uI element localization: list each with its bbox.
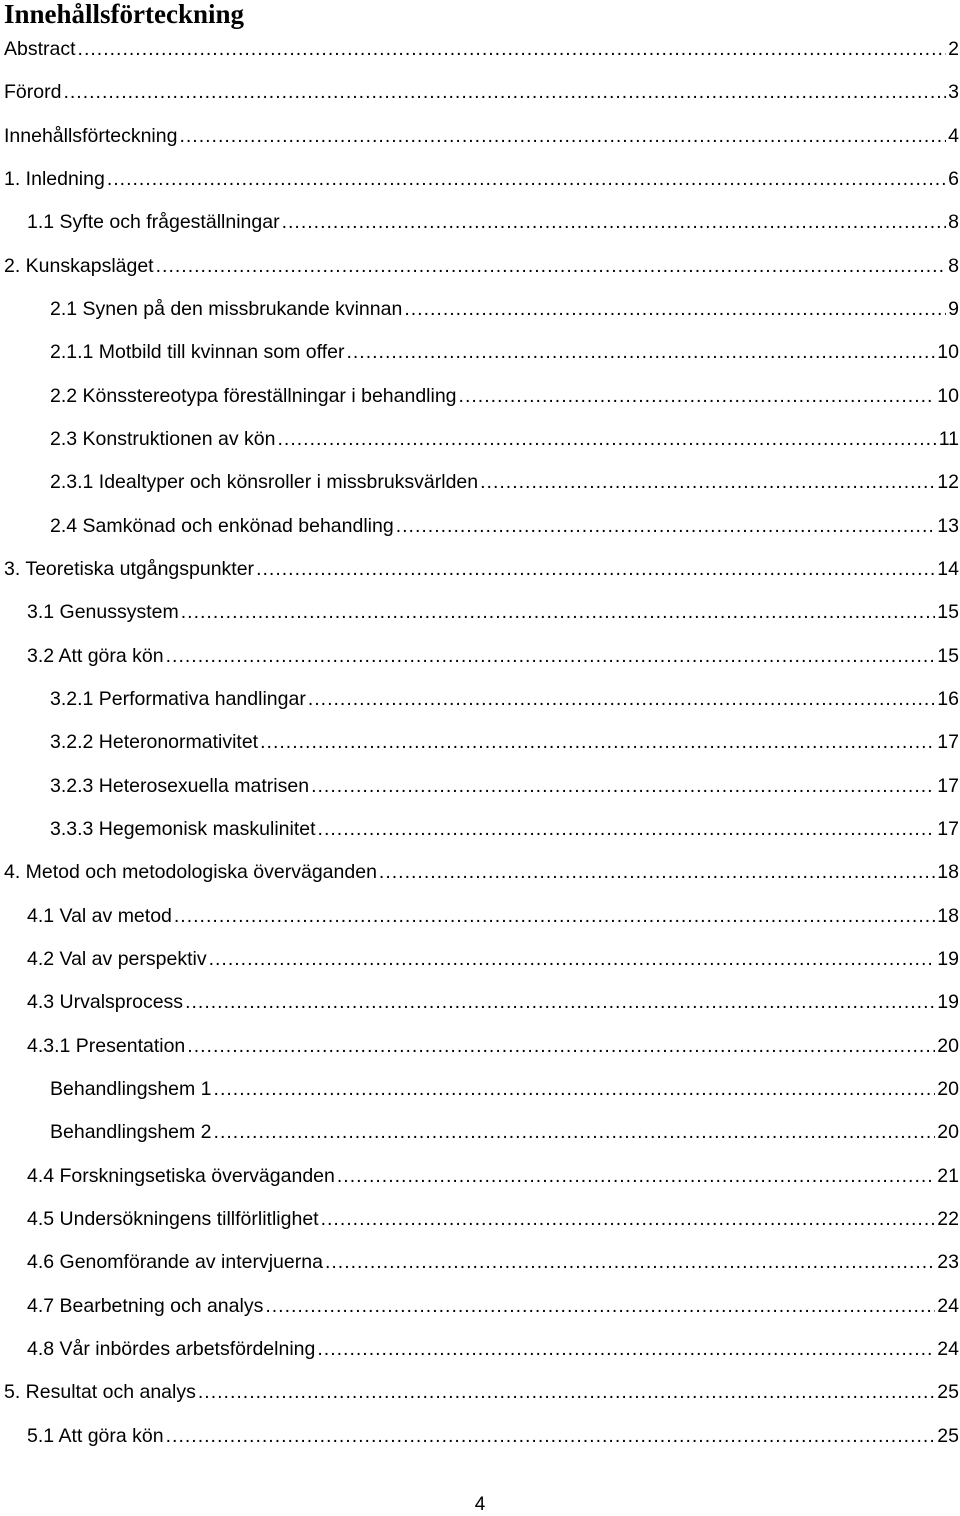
toc-entry[interactable] bbox=[0, 1289, 960, 1332]
toc-entry-label: 4.2 Val av perspektiv bbox=[27, 947, 207, 970]
toc-dot-leader bbox=[321, 1202, 936, 1236]
toc-entry[interactable] bbox=[0, 899, 960, 942]
toc-entry[interactable] bbox=[0, 855, 960, 898]
toc-entry-label: 4.3.1 Presentation bbox=[27, 1034, 186, 1057]
toc-dot-leader bbox=[265, 1289, 935, 1323]
toc-entry-label: 3. Teoretiska utgångspunkter bbox=[4, 557, 255, 580]
toc-entry-page: 17 bbox=[937, 774, 959, 797]
toc-dot-leader bbox=[185, 985, 935, 1019]
toc-dot-leader bbox=[308, 682, 935, 716]
toc-entry-page: 25 bbox=[937, 1424, 959, 1447]
toc-entry-label: 4.1 Val av metod bbox=[27, 904, 172, 927]
toc-entry-label: 4.7 Bearbetning och analys bbox=[27, 1294, 264, 1317]
toc-entry-page: 10 bbox=[937, 384, 959, 407]
toc-dot-leader bbox=[337, 1159, 935, 1193]
toc-dot-leader bbox=[311, 769, 935, 803]
toc-entry-label: 2.1.1 Motbild till kvinnan som offer bbox=[50, 341, 345, 364]
toc-dot-leader bbox=[63, 75, 946, 109]
toc-entry-page: 20 bbox=[937, 1034, 959, 1057]
toc-entry-label: 3.2.3 Heterosexuella matrisen bbox=[50, 774, 310, 797]
toc-entry[interactable] bbox=[0, 249, 960, 292]
toc-entry-label: 1.1 Syfte och frågeställningar bbox=[27, 211, 280, 234]
toc-entry-page: 20 bbox=[937, 1077, 959, 1100]
toc-dot-leader bbox=[396, 509, 936, 543]
toc-entry-label: 2.3.1 Idealtyper och könsroller i missbruksvärlden bbox=[50, 471, 479, 494]
toc-entry-page: 2 bbox=[948, 38, 959, 60]
toc-entry[interactable] bbox=[0, 725, 960, 768]
toc-entry[interactable] bbox=[0, 32, 960, 75]
toc-entry[interactable] bbox=[0, 1159, 960, 1202]
toc-entry-page: 13 bbox=[937, 514, 959, 537]
toc-entry-label: Förord bbox=[4, 81, 62, 104]
toc-entry-label: 2. Kunskapsläget bbox=[4, 254, 154, 277]
toc-entry-label: 4.6 Genomförande av intervjuerna bbox=[27, 1251, 323, 1274]
toc-entry-label: 3.2 Att göra kön bbox=[27, 644, 164, 667]
toc-entry-page: 25 bbox=[937, 1381, 959, 1404]
toc-entry[interactable] bbox=[0, 465, 960, 508]
toc-entry-label: 4.3 Urvalsprocess bbox=[27, 991, 184, 1014]
toc-entry[interactable] bbox=[0, 292, 960, 335]
toc-entry[interactable] bbox=[0, 379, 960, 422]
toc-entry-page: 15 bbox=[937, 644, 959, 667]
toc-entry[interactable] bbox=[0, 1115, 960, 1158]
toc-dot-leader bbox=[318, 812, 936, 846]
toc-entry-page: 24 bbox=[937, 1294, 959, 1317]
toc-entry-page: 17 bbox=[937, 817, 959, 840]
toc-dot-leader bbox=[214, 1072, 936, 1106]
toc-dot-leader bbox=[379, 855, 935, 889]
toc-entry-page: 18 bbox=[937, 904, 959, 927]
toc-entry-page: 8 bbox=[948, 254, 959, 277]
toc-entry-page: 6 bbox=[948, 167, 959, 190]
toc-entry-label: Behandlingshem 2 bbox=[50, 1121, 212, 1144]
toc-entry-label: 5. Resultat och analys bbox=[4, 1381, 196, 1404]
toc-dot-leader bbox=[260, 725, 935, 759]
toc-entry-page: 22 bbox=[937, 1207, 959, 1230]
toc-entry[interactable] bbox=[0, 1419, 960, 1462]
toc-entry-page: 4 bbox=[948, 124, 959, 147]
toc-dot-leader bbox=[107, 162, 946, 196]
toc-entry-page: 21 bbox=[937, 1164, 959, 1187]
toc-entry-label: 3.3.3 Hegemonisk maskulinitet bbox=[50, 817, 316, 840]
toc-entry[interactable] bbox=[0, 595, 960, 638]
toc-dot-leader bbox=[480, 465, 935, 499]
toc-entry[interactable] bbox=[0, 985, 960, 1028]
toc-dot-leader bbox=[187, 1029, 935, 1063]
toc-entry[interactable] bbox=[0, 119, 960, 162]
toc-dot-leader bbox=[325, 1245, 935, 1279]
toc-dot-leader bbox=[198, 1375, 935, 1409]
toc-entry[interactable] bbox=[0, 942, 960, 985]
toc-entry[interactable] bbox=[0, 162, 960, 205]
toc-dot-leader bbox=[179, 119, 946, 153]
toc-dot-leader bbox=[214, 1115, 936, 1149]
toc-entry[interactable] bbox=[0, 1332, 960, 1375]
toc-entry[interactable] bbox=[0, 552, 960, 595]
toc-entry-page: 10 bbox=[937, 341, 959, 364]
toc-entry-label: 2.4 Samkönad och enkönad behandling bbox=[50, 514, 394, 537]
toc-dot-leader bbox=[166, 1419, 936, 1453]
toc-entry-label: Abstract bbox=[4, 38, 76, 60]
toc-entry[interactable] bbox=[0, 205, 960, 248]
toc-entry-page: 18 bbox=[937, 861, 959, 884]
toc-entry[interactable] bbox=[0, 1245, 960, 1288]
toc-entry-label: 3.2.2 Heteronormativitet bbox=[50, 731, 259, 754]
toc-entry-label: 3.2.1 Performativa handlingar bbox=[50, 687, 306, 710]
toc-dot-leader bbox=[404, 292, 946, 326]
toc-dot-leader bbox=[317, 1332, 935, 1366]
toc-entry[interactable] bbox=[0, 1202, 960, 1245]
toc-dot-leader bbox=[277, 422, 936, 456]
toc-entry-label: Innehållsförteckning bbox=[4, 124, 178, 147]
toc-entry-page: 23 bbox=[937, 1251, 959, 1274]
toc-entry[interactable] bbox=[0, 639, 960, 682]
toc-entry[interactable] bbox=[0, 75, 960, 118]
toc-dot-leader bbox=[174, 899, 935, 933]
toc-entry-page: 17 bbox=[937, 731, 959, 754]
toc-entry-label: 4.5 Undersökningens tillförlitlighet bbox=[27, 1207, 319, 1230]
toc-dot-leader bbox=[282, 205, 947, 239]
toc-entry-page: 20 bbox=[937, 1121, 959, 1144]
toc-dot-leader bbox=[156, 249, 947, 283]
toc-entry-page: 15 bbox=[937, 601, 959, 624]
toc-entry-label: 5.1 Att göra kön bbox=[27, 1424, 164, 1447]
toc-entry-page: 12 bbox=[937, 471, 959, 494]
toc-entry-page: 9 bbox=[948, 297, 959, 320]
page-number: 4 bbox=[474, 1494, 486, 1515]
toc-entry[interactable] bbox=[0, 1375, 960, 1418]
toc-entry[interactable] bbox=[0, 422, 960, 465]
toc-dot-leader bbox=[181, 595, 936, 629]
toc-entry-label: 4.8 Vår inbördes arbetsfördelning bbox=[27, 1337, 316, 1360]
toc-entry-page: 8 bbox=[948, 211, 959, 234]
toc-entry-page: 19 bbox=[937, 991, 959, 1014]
toc-entry-label: 2.3 Konstruktionen av kön bbox=[50, 427, 276, 450]
toc-entry[interactable] bbox=[0, 769, 960, 812]
toc-dot-leader bbox=[346, 335, 935, 369]
toc-entry-label: 4. Metod och metodologiska överväganden bbox=[4, 861, 377, 884]
toc-entry-label: 2.1 Synen på den missbrukande kvinnan bbox=[50, 297, 403, 320]
toc-entry-page: 14 bbox=[937, 557, 959, 580]
toc-entry[interactable] bbox=[0, 1072, 960, 1115]
toc-entry[interactable] bbox=[0, 682, 960, 725]
toc-entry-label: 4.4 Forskningsetiska överväganden bbox=[27, 1164, 335, 1187]
toc-entry-page: 16 bbox=[937, 687, 959, 710]
toc-entry-label: 1. Inledning bbox=[4, 167, 105, 190]
toc-entry-label: Behandlingshem 1 bbox=[50, 1077, 212, 1100]
toc-dot-leader bbox=[166, 639, 936, 673]
toc-entry[interactable] bbox=[0, 509, 960, 552]
toc-entry[interactable] bbox=[0, 1029, 960, 1072]
toc-entry[interactable] bbox=[0, 812, 960, 855]
toc-entry-label: 2.2 Könsstereotypa föreställningar i behandling bbox=[50, 384, 457, 407]
toc-dot-leader bbox=[209, 942, 936, 976]
toc-entry-page: 3 bbox=[948, 81, 959, 104]
toc-entry-page: 11 bbox=[938, 427, 959, 450]
toc-dot-leader bbox=[78, 32, 947, 66]
toc-entry-page: 24 bbox=[937, 1337, 959, 1360]
toc-entry[interactable] bbox=[0, 335, 960, 378]
toc-entry-page: 19 bbox=[937, 947, 959, 970]
toc-dot-leader bbox=[256, 552, 935, 586]
table-of-contents bbox=[0, 32, 960, 1462]
toc-entry-label: 3.1 Genussystem bbox=[27, 601, 179, 624]
page-title: Innehållsförteckning bbox=[4, 0, 245, 29]
toc-dot-leader bbox=[459, 379, 936, 413]
